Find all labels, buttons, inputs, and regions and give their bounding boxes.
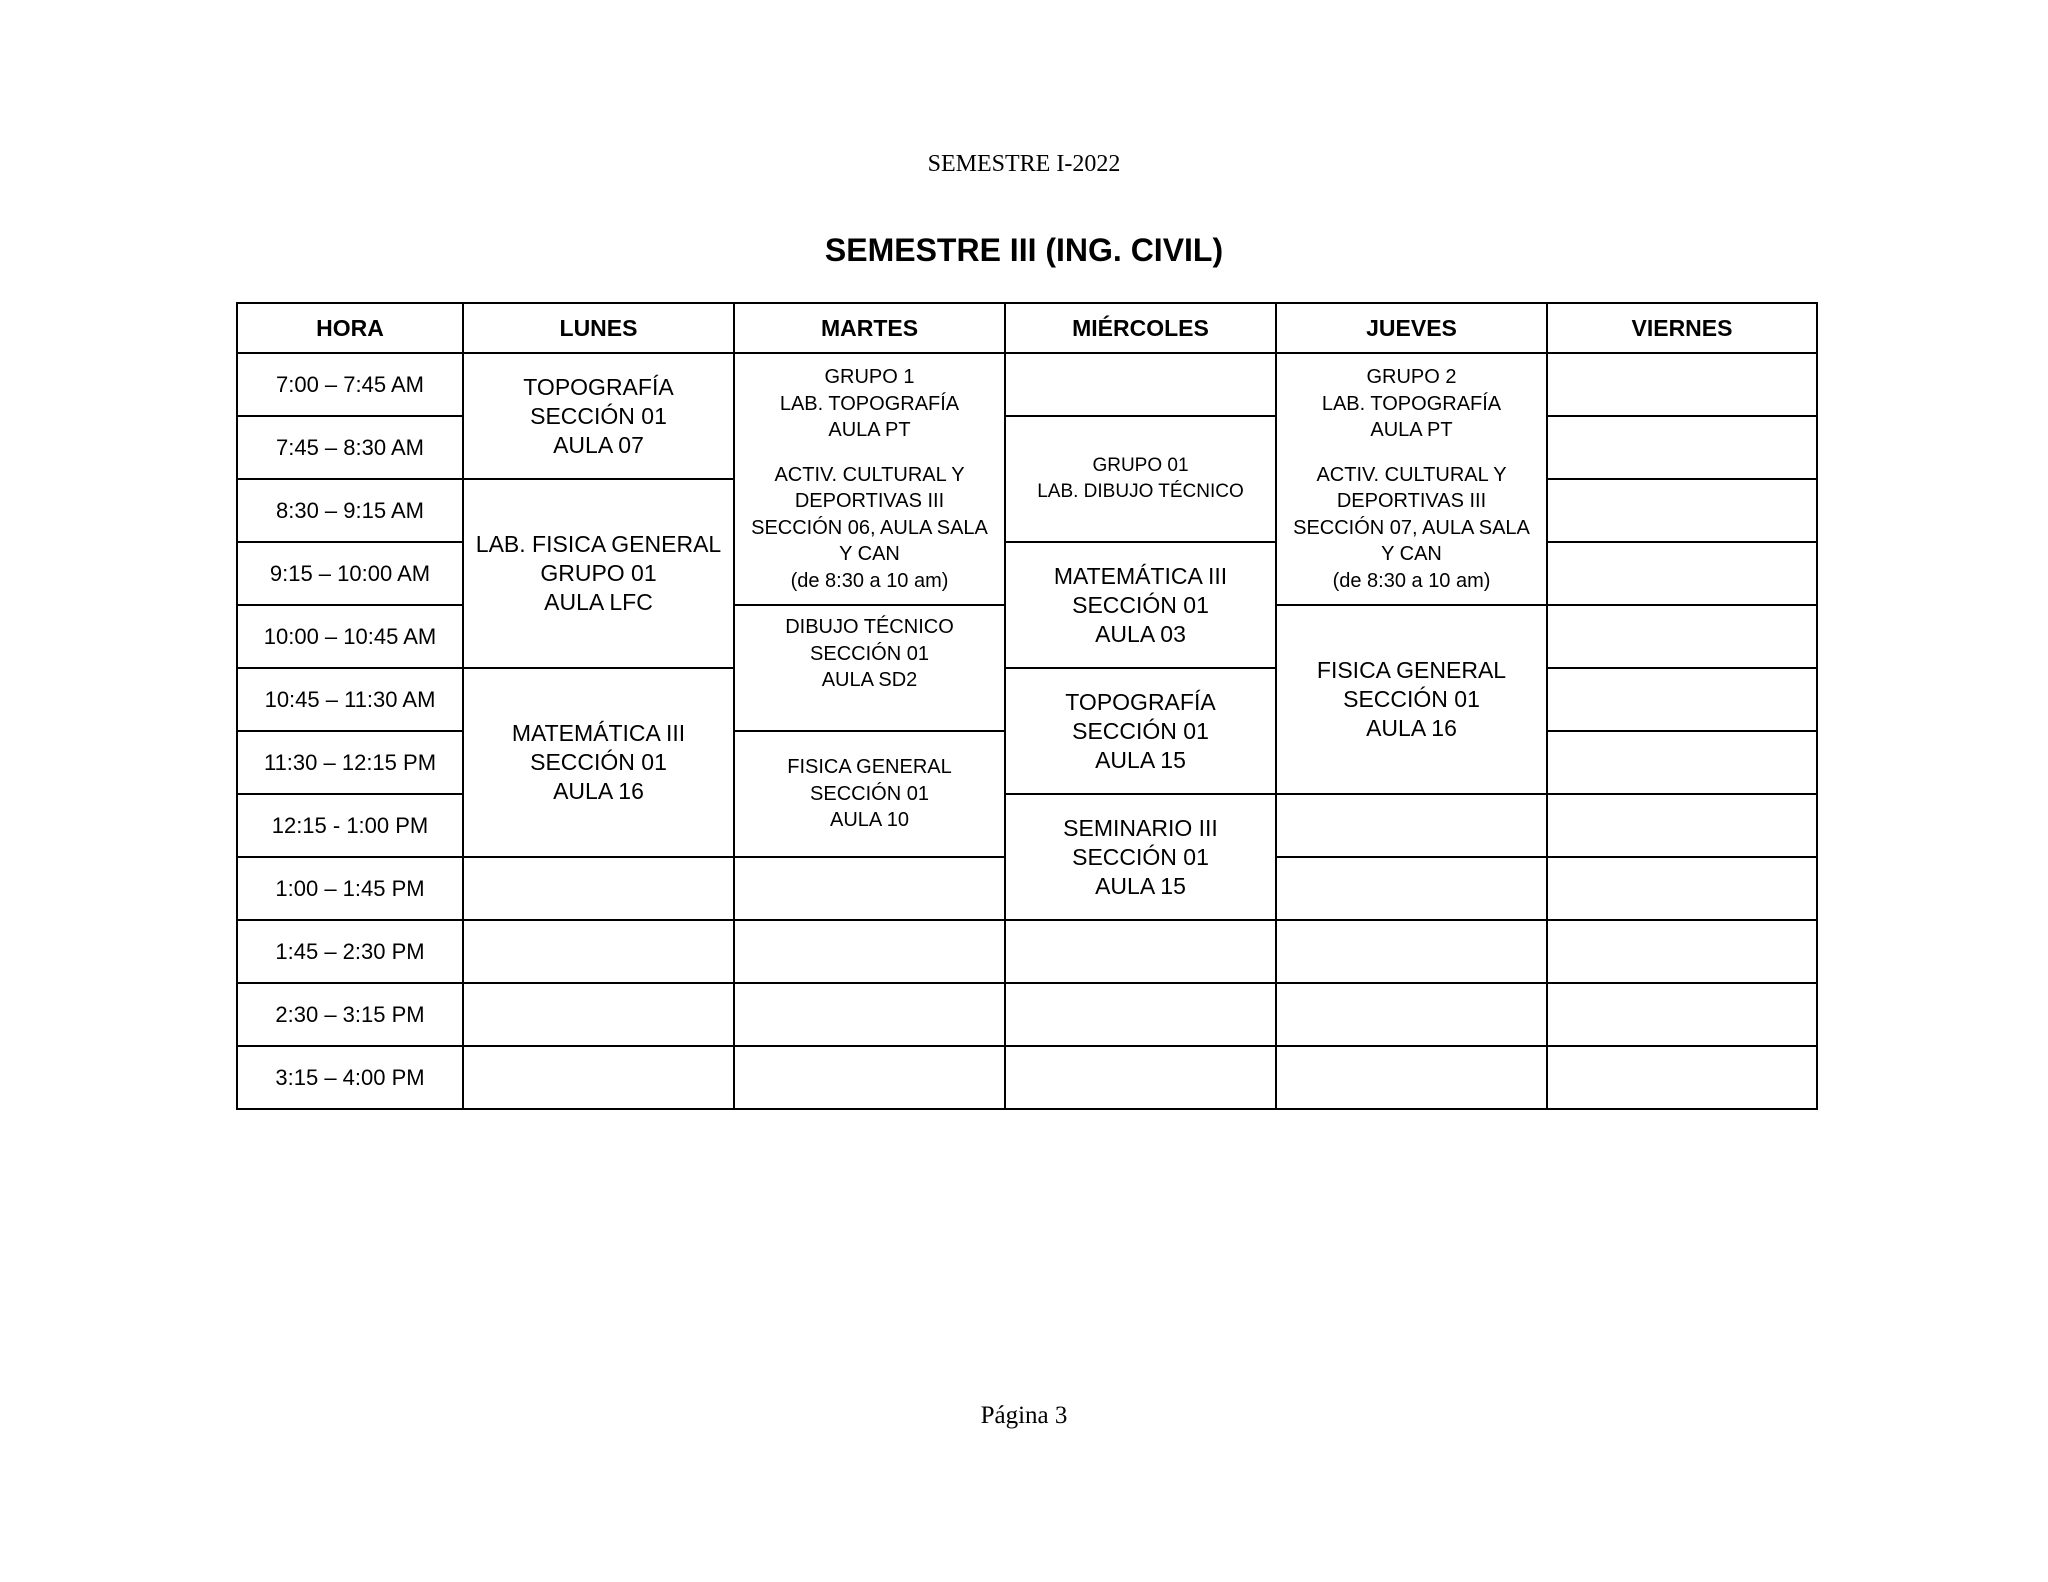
hour-cell: 7:45 – 8:30 AM xyxy=(237,416,463,479)
class-line: ACTIV. CULTURAL Y xyxy=(1316,463,1507,486)
class-line: DIBUJO TÉCNICO xyxy=(785,616,954,639)
class-line: SECCIÓN 07, AULA SALA xyxy=(1293,516,1530,539)
column-header-jueves: JUEVES xyxy=(1276,303,1547,353)
class-line: GRUPO 01 xyxy=(1092,455,1189,476)
class-line: GRUPO 1 xyxy=(824,366,915,388)
class-line: MATEMÁTICA III xyxy=(511,720,686,746)
empty-cell xyxy=(1547,416,1817,479)
class-line: AULA SD2 xyxy=(821,669,918,692)
class-line: AULA LFC xyxy=(544,589,653,615)
class-line: LAB. FISICA GENERAL xyxy=(475,531,722,557)
class-line: LAB. DIBUJO TÉCNICO xyxy=(1037,481,1244,502)
schedule-table xyxy=(236,302,1818,1110)
empty-cell xyxy=(1547,605,1817,668)
table-row xyxy=(237,353,1817,416)
class-line: Y CAN xyxy=(1381,543,1442,565)
class-line: AULA 16 xyxy=(1366,715,1457,741)
table-row xyxy=(237,1046,1817,1109)
empty-cell xyxy=(1547,1046,1817,1109)
table-row xyxy=(237,920,1817,983)
class-line: GRUPO 2 xyxy=(1366,366,1457,388)
empty-cell xyxy=(1547,542,1817,605)
empty-cell xyxy=(1547,353,1817,416)
document-header: SEMESTRE I-2022 xyxy=(927,151,1121,177)
class-line: AULA PT xyxy=(1370,419,1453,441)
class-line: (de 8:30 a 10 am) xyxy=(1332,569,1491,592)
column-header-lunes: LUNES xyxy=(463,303,734,353)
empty-cell xyxy=(463,857,734,920)
hour-cell: 7:00 – 7:45 AM xyxy=(237,353,463,416)
empty-cell xyxy=(463,983,734,1046)
page-title: SEMESTRE III (ING. CIVIL) xyxy=(824,232,1224,268)
hour-cell: 10:00 – 10:45 AM xyxy=(237,605,463,668)
column-header-hora: HORA xyxy=(237,303,463,353)
empty-cell xyxy=(1276,857,1547,920)
class-line: SECCIÓN 01 xyxy=(1072,591,1209,618)
class-line: Y CAN xyxy=(839,543,900,565)
hour-cell: 8:30 – 9:15 AM xyxy=(237,479,463,542)
hour-cell: 9:15 – 10:00 AM xyxy=(237,542,463,605)
class-cell-miercoles-lab-dibujo xyxy=(1005,416,1276,542)
class-cell-martes-lab-topografia xyxy=(734,353,1005,605)
empty-cell xyxy=(1005,983,1276,1046)
class-cell-lunes-topografia xyxy=(463,353,734,479)
hour-cell: 10:45 – 11:30 AM xyxy=(237,668,463,731)
empty-cell xyxy=(1547,479,1817,542)
class-line: LAB. TOPOGRAFÍA xyxy=(779,392,960,415)
class-line: AULA 10 xyxy=(830,809,909,832)
table-row xyxy=(237,668,1817,731)
empty-cell xyxy=(463,920,734,983)
hour-cell: 3:15 – 4:00 PM xyxy=(237,1046,463,1109)
class-line: LAB. TOPOGRAFÍA xyxy=(1321,392,1502,415)
empty-cell xyxy=(734,920,1005,983)
class-line: SECCIÓN 01 xyxy=(810,782,929,805)
class-line: SECCIÓN 01 xyxy=(1072,843,1209,870)
header-row xyxy=(237,303,1817,353)
column-header-viernes: VIERNES xyxy=(1547,303,1817,353)
class-line: AULA PT xyxy=(828,419,911,441)
empty-cell xyxy=(734,1046,1005,1109)
class-line: AULA 07 xyxy=(553,431,644,458)
hour-cell: 1:45 – 2:30 PM xyxy=(237,920,463,983)
empty-cell xyxy=(1276,1046,1547,1109)
page-number: Página 3 xyxy=(980,1402,1068,1429)
class-line: DEPORTIVAS III xyxy=(794,490,945,512)
class-line: AULA 15 xyxy=(1095,872,1186,899)
class-line: SEMINARIO III xyxy=(1063,814,1218,841)
class-line: (de 8:30 a 10 am) xyxy=(790,569,949,592)
empty-cell xyxy=(1276,920,1547,983)
empty-cell xyxy=(734,983,1005,1046)
empty-cell xyxy=(1005,353,1276,416)
class-line: DEPORTIVAS III xyxy=(1336,490,1487,512)
class-line: AULA 15 xyxy=(1095,746,1186,773)
class-line: GRUPO 01 xyxy=(540,560,657,586)
class-line: FISICA GENERAL xyxy=(787,756,952,779)
empty-cell xyxy=(1276,983,1547,1046)
empty-cell xyxy=(1547,794,1817,857)
class-cell-miercoles-matematica xyxy=(1005,542,1276,668)
empty-cell xyxy=(1005,1046,1276,1109)
column-header-martes: MARTES xyxy=(734,303,1005,353)
empty-cell xyxy=(1005,920,1276,983)
empty-cell xyxy=(1276,794,1547,857)
empty-cell xyxy=(463,1046,734,1109)
class-line: SECCIÓN 06, AULA SALA xyxy=(751,516,988,539)
class-line: TOPOGRAFÍA xyxy=(1065,688,1216,715)
class-line: TOPOGRAFÍA xyxy=(523,373,674,400)
class-line: SECCIÓN 01 xyxy=(1343,686,1480,712)
class-line: SECCIÓN 01 xyxy=(1072,717,1209,744)
empty-cell xyxy=(734,857,1005,920)
class-line: SECCIÓN 01 xyxy=(530,402,667,429)
class-cell-lunes-matematica xyxy=(463,668,734,857)
class-cell-martes-dibujo xyxy=(734,605,1005,731)
class-cell-lunes-lab-fisica xyxy=(463,479,734,668)
class-cell-miercoles-topografia xyxy=(1005,668,1276,794)
class-line: FISICA GENERAL xyxy=(1316,657,1507,683)
column-header-miercoles: MIÉRCOLES xyxy=(1005,303,1276,353)
hour-cell: 12:15 - 1:00 PM xyxy=(237,794,463,857)
class-cell-jueves-lab-topografia xyxy=(1276,353,1547,605)
empty-cell xyxy=(1547,731,1817,794)
empty-cell xyxy=(1547,668,1817,731)
class-line: AULA 16 xyxy=(553,778,644,804)
empty-cell xyxy=(1547,983,1817,1046)
class-line: SECCIÓN 01 xyxy=(810,642,929,665)
class-line: AULA 03 xyxy=(1095,620,1186,647)
class-line: MATEMÁTICA III xyxy=(1053,562,1228,589)
class-cell-martes-fisica xyxy=(734,731,1005,857)
class-cell-miercoles-seminario xyxy=(1005,794,1276,920)
class-line: ACTIV. CULTURAL Y xyxy=(774,463,965,486)
empty-cell xyxy=(1547,920,1817,983)
hour-cell: 1:00 – 1:45 PM xyxy=(237,857,463,920)
hour-cell: 11:30 – 12:15 PM xyxy=(237,731,463,794)
empty-cell xyxy=(1547,857,1817,920)
hour-cell: 2:30 – 3:15 PM xyxy=(237,983,463,1046)
table-row xyxy=(237,983,1817,1046)
class-line: SECCIÓN 01 xyxy=(530,749,667,775)
class-cell-jueves-fisica xyxy=(1276,605,1547,794)
